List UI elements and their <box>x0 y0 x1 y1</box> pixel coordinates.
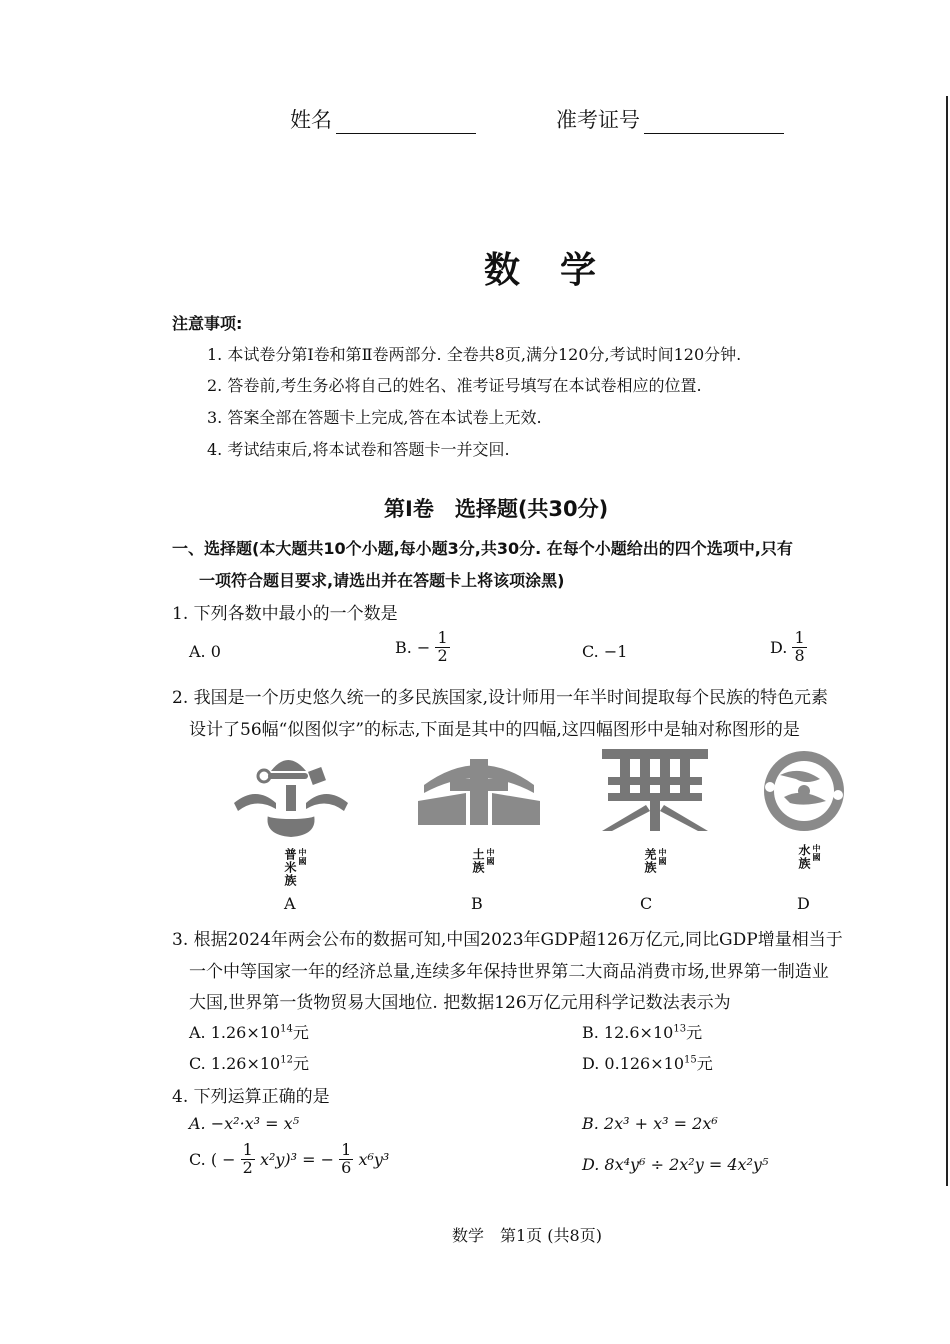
logo-b-image <box>414 745 544 905</box>
q2-line-cont: 设计了56幅“似图似字”的标志,下面是其中的四幅,这四幅图形中是轴对称图形的是 <box>189 720 800 740</box>
exam-id-label: 准考证号 <box>556 108 640 132</box>
name-field[interactable] <box>290 104 476 134</box>
q3-option-a: A. $1.26\times 10^{14}$元 <box>189 1023 309 1042</box>
logo-c-image <box>590 745 720 905</box>
name-blank[interactable] <box>336 115 476 134</box>
section-instruction: 一、选择题(本大题共10个小题,每小题3分,共30分. 在每个小题给出的四个选项中,只有 <box>172 539 793 558</box>
logo-d-name: 水族 <box>797 844 811 870</box>
q4-option-c: C. ( − $\frac{1}{2}$ x²y)³ = − $\frac{1}{6}$ x⁶y³ <box>189 1140 390 1177</box>
q1-d-prefix: D. <box>770 637 788 657</box>
q4-c-fraction: $\frac{1}{2}$ <box>242 1140 253 1177</box>
q4-option-a: A. −x²·x³ = x⁵ <box>189 1114 300 1133</box>
q2-label-c: C <box>640 894 653 913</box>
q4-stem: 4. 下列运算正确的是 <box>172 1087 330 1107</box>
q1-option-a: A. 0 <box>189 642 221 661</box>
exam-id-blank[interactable] <box>644 115 784 134</box>
q2-label-b: B <box>471 894 483 913</box>
notice-heading: 注意事项: <box>172 314 243 333</box>
q1-b-fraction: $\frac{1}{2}$ <box>437 628 448 665</box>
section-instruction-cont: 一项符合题目要求,请选出并在答题卡上将该项涂黑) <box>199 571 565 590</box>
logo-c-name: 羌族 <box>643 848 657 874</box>
page-footer: 数学 第1页 (共8页) <box>452 1226 602 1245</box>
exam-id-field[interactable] <box>556 104 784 134</box>
q4-option-b: B. 2x³ + x³ = 2x⁶ <box>582 1114 718 1133</box>
logo-a-name: 普米族 <box>283 848 297 887</box>
binding-line <box>946 96 948 1186</box>
logo-d-tag: 中國 <box>812 844 822 862</box>
q3-option-b: B. $12.6\times 10^{13}$元 <box>582 1023 703 1042</box>
notice-item: 1. 本试卷分第Ⅰ卷和第Ⅱ卷两部分. 全卷共8页,满分120分,考试时间120分钟. <box>207 345 742 364</box>
logo-c-tag: 中國 <box>658 848 668 866</box>
q2-label-d: D <box>797 894 810 913</box>
q1-option-c: C. −1 <box>582 642 628 661</box>
logo-b-tag: 中國 <box>486 848 496 866</box>
q3-option-d: D. $0.126\times 10^{15}$元 <box>582 1054 713 1073</box>
q3-option-c: C. $1.26\times 10^{12}$元 <box>189 1054 309 1073</box>
q1-option-b <box>395 630 450 665</box>
q4-c-fraction: $\frac{1}{6}$ <box>341 1140 352 1177</box>
notice-item: 4. 考试结束后,将本试卷和答题卡一并交回. <box>207 440 510 459</box>
logo-a-tag: 中國 <box>298 848 308 866</box>
q3-line-cont: 大国,世界第一货物贸易大国地位. 把数据126万亿元用科学记数法表示为 <box>189 993 731 1013</box>
page-title: 数 学 <box>484 250 599 291</box>
q1-option-d <box>770 630 807 665</box>
q2-label-a: A <box>284 894 296 913</box>
q2-line: 2. 我国是一个历史悠久统一的多民族国家,设计师用一年半时间提取每个民族的特色元素 <box>172 688 829 708</box>
q1-b-prefix: B. − <box>395 637 431 657</box>
logo-d-image <box>740 745 870 905</box>
notice-item: 2. 答卷前,考生务必将自己的姓名、准考证号填写在本试卷相应的位置. <box>207 376 702 395</box>
notice-item: 3. 答案全部在答题卡上完成,答在本试卷上无效. <box>207 408 542 427</box>
q4-option-d: D. 8x⁴y⁶ ÷ 2x²y = 4x²y⁵ <box>582 1155 769 1174</box>
logo-b-name: 土族 <box>471 848 485 874</box>
section-title: 第Ⅰ卷 选择题(共30分) <box>384 497 609 521</box>
q3-line: 3. 根据2024年两会公布的数据可知,中国2023年GDP超126万亿元,同比GDP增量相当于 <box>172 930 843 950</box>
q1-d-fraction: $\frac{1}{8}$ <box>794 628 805 665</box>
q1-stem: 1. 下列各数中最小的一个数是 <box>172 604 398 624</box>
name-label: 姓名 <box>290 108 332 132</box>
q3-line-cont: 一个中等国家一年的经济总量,连续多年保持世界第二大商品消费市场,世界第一制造业 <box>189 962 829 982</box>
